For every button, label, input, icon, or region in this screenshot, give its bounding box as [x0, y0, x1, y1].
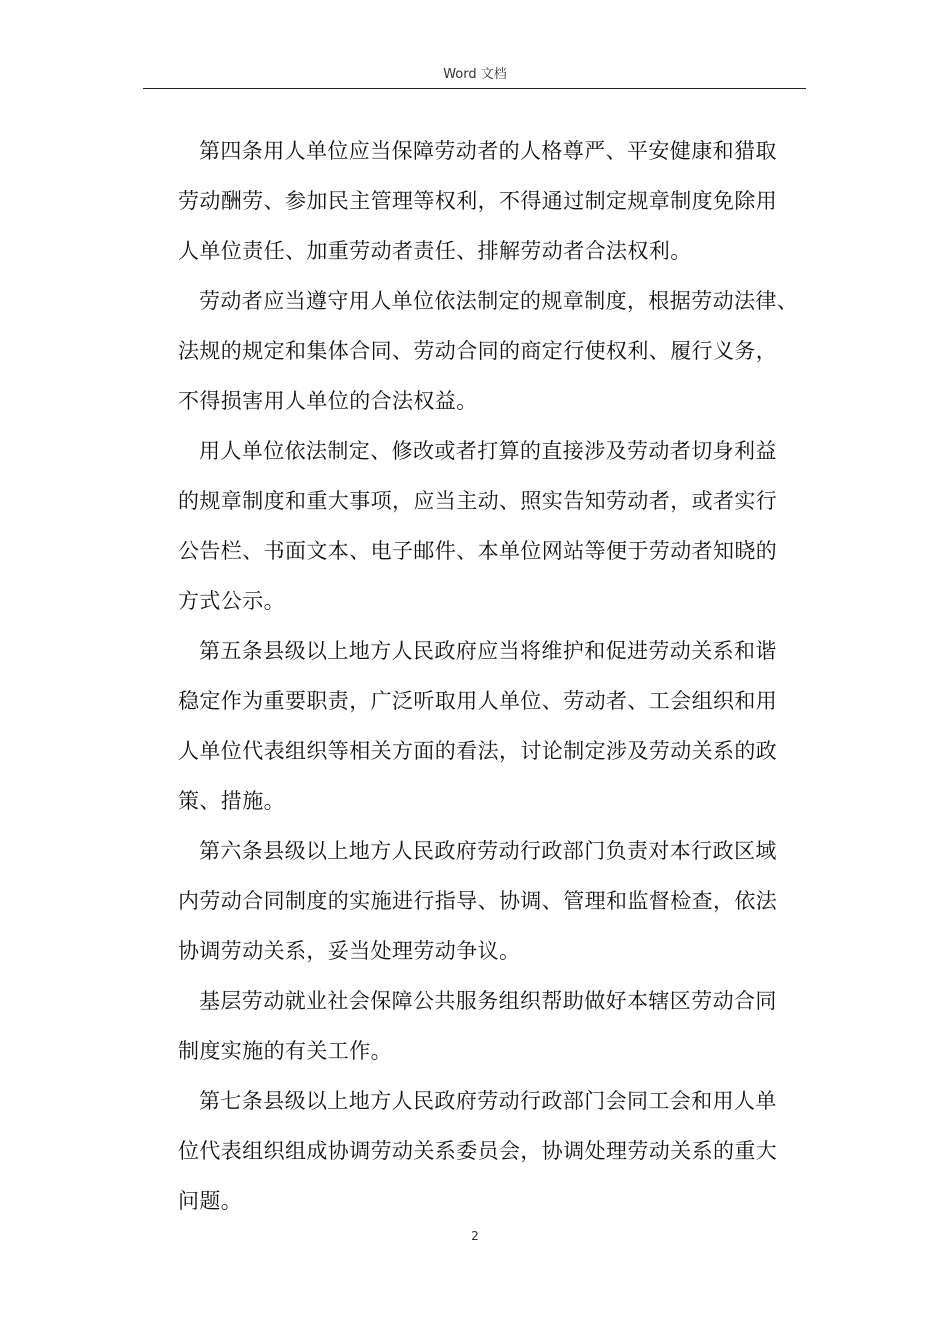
text-line: 内劳动合同制度的实施进行指导、协调、管理和监督检查，依法: [178, 889, 778, 913]
text-line: 第六条县级以上地方人民政府劳动行政部门负责对本行政区域: [199, 839, 777, 863]
text-line: 策、措施。: [178, 789, 285, 813]
text-line: 劳动酬劳、参加民主管理等权利，不得通过制定规章制度免除用: [178, 189, 778, 213]
text-line: 第四条用人单位应当保障劳动者的人格尊严、平安健康和猎取: [199, 139, 777, 163]
text-line: 制度实施的有关工作。: [178, 1039, 392, 1063]
paragraph-article-4: [178, 126, 810, 276]
text-line: 第七条县级以上地方人民政府劳动行政部门会同工会和用人单: [199, 1089, 777, 1113]
document-body: [178, 126, 810, 1226]
text-line: 劳动者应当遵守用人单位依法制定的规章制度，根据劳动法律、: [199, 289, 799, 313]
text-line: 用人单位依法制定、修改或者打算的直接涉及劳动者切身利益: [199, 439, 777, 463]
paragraph-article-7: [178, 1076, 810, 1226]
text-line: 公告栏、书面文本、电子邮件、本单位网站等便于劳动者知晓的: [178, 539, 778, 563]
text-line: 第五条县级以上地方人民政府应当将维护和促进劳动关系和谐: [199, 639, 777, 663]
text-line: 不得损害用人单位的合法权益。: [178, 389, 478, 413]
paragraph-rules-disclosure: [178, 426, 810, 626]
paragraph-article-6: [178, 826, 810, 976]
text-line: 协调劳动关系，妥当处理劳动争议。: [178, 939, 521, 963]
text-line: 位代表组织组成协调劳动关系委员会，协调处理劳动关系的重大: [178, 1139, 778, 1163]
paragraph-grassroots-service: [178, 976, 810, 1076]
text-line: 法规的规定和集体合同、劳动合同的商定行使权利、履行义务，: [178, 339, 778, 363]
text-line: 的规章制度和重大事项，应当主动、照实告知劳动者，或者实行: [178, 489, 778, 513]
text-line: 人单位代表组织等相关方面的看法，讨论制定涉及劳动关系的政: [178, 739, 778, 763]
text-line: 稳定作为重要职责，广泛听取用人单位、劳动者、工会组织和用: [178, 689, 778, 713]
page-number: 2: [471, 1229, 479, 1243]
text-line: 问题。: [178, 1189, 243, 1213]
text-line: 人单位责任、加重劳动者责任、排解劳动者合法权利。: [178, 239, 692, 263]
header-title: Word 文档: [443, 67, 507, 82]
header-divider: [143, 88, 806, 89]
text-line: 方式公示。: [178, 589, 285, 613]
paragraph-worker-obligations: [178, 276, 810, 426]
paragraph-article-5: [178, 626, 810, 826]
text-line: 基层劳动就业社会保障公共服务组织帮助做好本辖区劳动合同: [199, 989, 777, 1013]
